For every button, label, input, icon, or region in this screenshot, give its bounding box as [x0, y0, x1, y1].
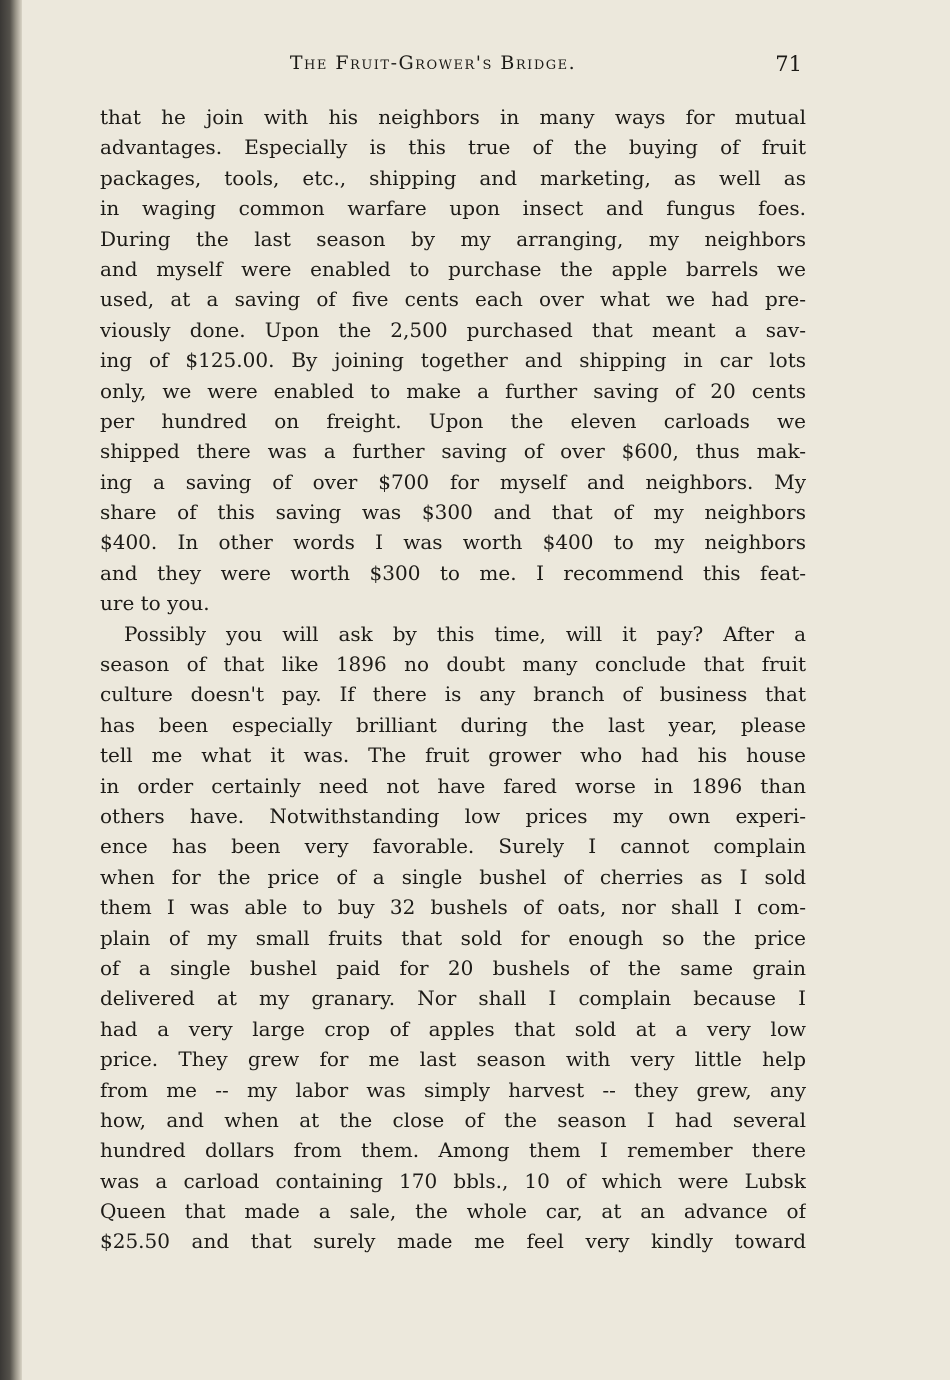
text-line: ing of $125.00. By joining together and shipping in car lots	[100, 348, 806, 373]
text-line: advantages. Especially is this true of the buying of fruit	[100, 135, 806, 160]
text-line: packages, tools, etc., shipping and marketing, as well as	[100, 165, 806, 190]
text-line: $25.50 and that surely made me feel very kindly toward	[100, 1229, 806, 1254]
book-page	[100, 44, 806, 1257]
paragraph-last-line: ure to you.	[100, 591, 210, 616]
text-line: them I was able to buy 32 bushels of oats, nor shall I com-	[100, 895, 806, 920]
body-text	[100, 102, 806, 1257]
page-number: 71	[775, 52, 802, 76]
text-line: has been especially brilliant during the last year, please	[100, 712, 806, 737]
text-line: and they were worth $300 to me. I recommend this feat-	[100, 560, 806, 585]
text-line: others have. Notwithstanding low prices my own experi-	[100, 803, 806, 828]
text-line: share of this saving was $300 and that of my neighbors	[100, 500, 806, 525]
text-line: per hundred on freight. Upon the eleven carloads we	[100, 408, 806, 433]
text-line: used, at a saving of five cents each over what we had pre-	[100, 287, 806, 312]
text-line: of a single bushel paid for 20 bushels of the same grain	[100, 955, 806, 980]
text-line: from me -- my labor was simply harvest -- they grew, any	[100, 1077, 806, 1102]
text-line: culture doesn't pay. If there is any branch of business that	[100, 682, 806, 707]
text-line: was a carload containing 170 bbls., 10 of which were Lubsk	[100, 1168, 806, 1193]
text-line: how, and when at the close of the season I had several	[100, 1107, 806, 1132]
text-line: tell me what it was. The fruit grower who had his house	[100, 743, 806, 768]
text-line: During the last season by my arranging, my neighbors	[100, 226, 806, 251]
text-line: price. They grew for me last season with very little help	[100, 1047, 806, 1072]
text-line: and myself were enabled to purchase the apple barrels we	[100, 256, 806, 281]
text-line: Queen that made a sale, the whole car, at an advance of	[100, 1199, 806, 1224]
text-line: delivered at my granary. Nor shall I complain because I	[100, 986, 806, 1011]
text-line: only, we were enabled to make a further saving of 20 cents	[100, 378, 806, 403]
text-line: $400. In other words I was worth $400 to my neighbors	[100, 530, 806, 555]
text-line: shipped there was a further saving of over $600, thus mak-	[100, 439, 806, 464]
text-line: season of that like 1896 no doubt many conclude that fruit	[100, 652, 806, 677]
text-line: ing a saving of over $700 for myself and neighbors. My	[100, 469, 806, 494]
text-line: ence has been very favorable. Surely I cannot complain	[100, 834, 806, 859]
text-line: hundred dollars from them. Among them I remember there	[100, 1138, 806, 1163]
text-line: viously done. Upon the 2,500 purchased that meant a sav-	[100, 317, 806, 342]
running-head	[100, 44, 806, 84]
paragraph-first-line: Possibly you will ask by this time, will it pay? After a	[124, 621, 806, 646]
running-title: The Fruit-Grower's Bridge.	[289, 52, 577, 74]
text-line: had a very large crop of apples that sold at a very low	[100, 1016, 806, 1041]
text-line: plain of my small fruits that sold for enough so the price	[100, 925, 806, 950]
text-line: when for the price of a single bushel of cherries as I sold	[100, 864, 806, 889]
book-binding-edge	[0, 0, 22, 1380]
text-line: in order certainly need not have fared worse in 1896 than	[100, 773, 806, 798]
text-line: in waging common warfare upon insect and fungus foes.	[100, 196, 806, 221]
text-line: that he join with his neighbors in many ways for mutual	[100, 105, 806, 129]
